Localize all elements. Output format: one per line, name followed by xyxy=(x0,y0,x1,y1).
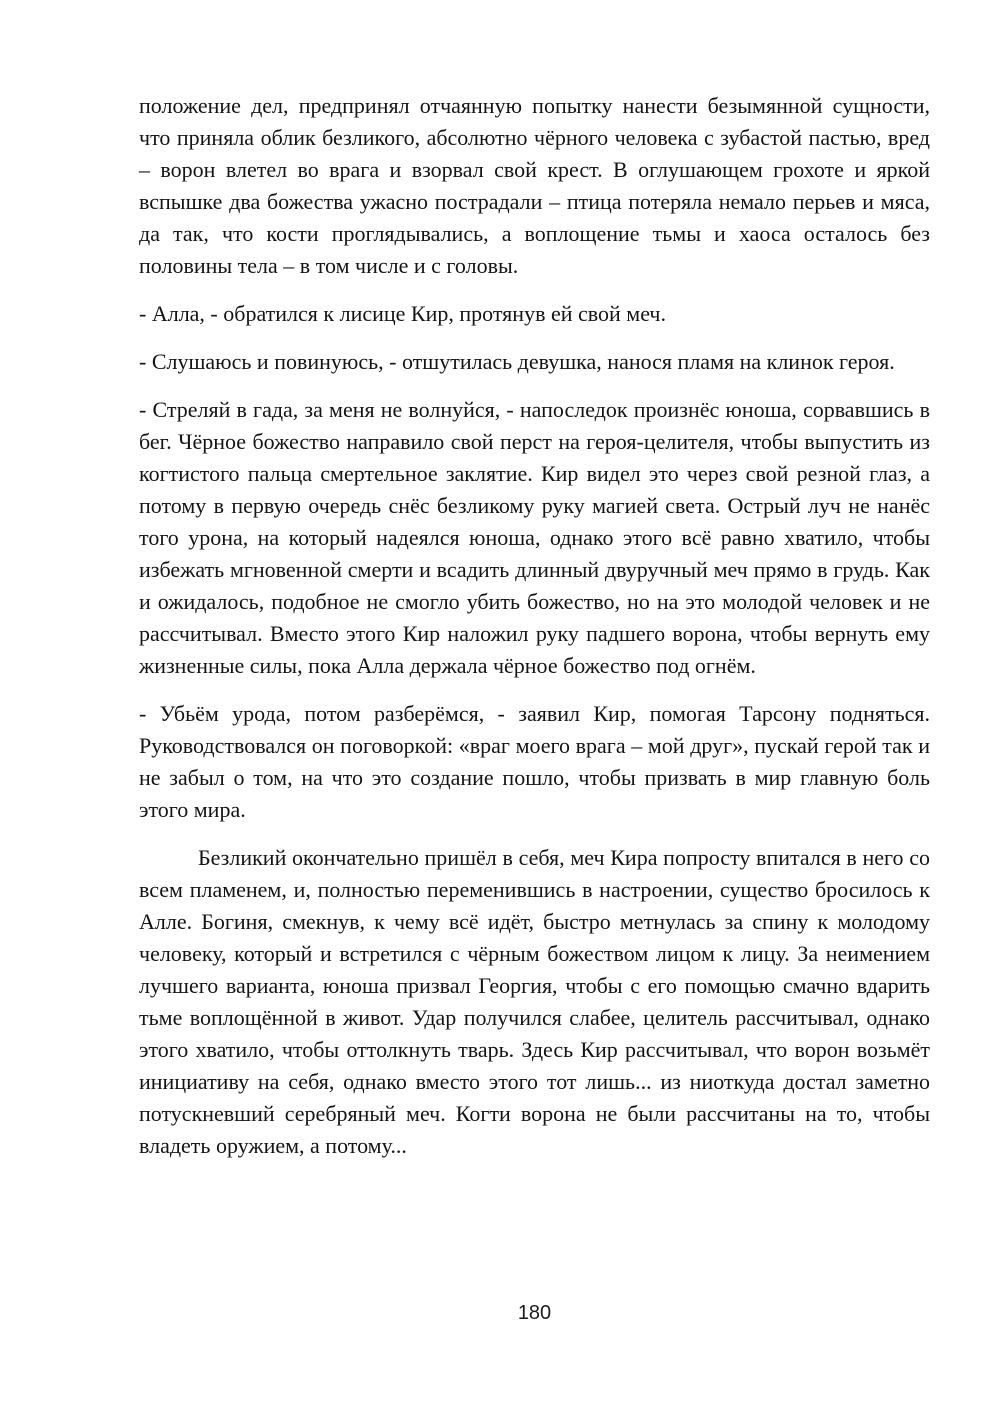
paragraph: положение дел, предпринял отчаянную попытку нанести безымянной сущности, что приняла облик безликого, абсолютно чёрного человека с зубастой пастью, вред – ворон влетел во врага и взорвал свой крест. В оглушающем грохоте и яркой вспышке два божества ужасно пострадали – птица потеряла немало перьев и мяса, да так, что кости проглядывались, а воплощение тьмы и хаоса осталось без половины тела – в том числе и с головы. xyxy=(139,93,930,278)
paragraph: Безликий окончательно пришёл в себя, меч Кира попросту впитался в него со всем пламенем, и, полностью переменившись в настроении, существо бросилось к Алле. Богиня, смекнув, к чему всё идёт, быстро метнулась за спину к молодому человеку, который и встретился с чёрным божеством лицом к лицу. За неимением лучшего варианта, юноша призвал Георгия, чтобы с его помощью смачно вдарить тьме воплощённой в живот. Удар получился слабее, целитель рассчитывал, однако этого хватило, чтобы оттолкнуть тварь. Здесь Кир рассчитывал, что ворон возьмёт инициативу на себя, однако вместо этого тот лишь... из ниоткуда достал заметно потускневший серебряный меч. Когти ворона не были рассчитаны на то, чтобы владеть оружием, а потому... xyxy=(139,845,930,1158)
paragraph: - Алла, - обратился к лисице Кир, протянув ей свой меч. xyxy=(139,301,666,326)
page-number: 180 xyxy=(517,1302,552,1324)
paragraph: - Слушаюсь и повинуюсь, - отшутилась девушка, нанося пламя на клинок героя. xyxy=(139,349,895,374)
paragraph: - Убьём урода, потом разберёмся, - заявил Кир, помогая Тарсону подняться. Руководствовался он поговоркой: «враг моего врага – мой друг», пускай герой так и не забыл о том, на что это создание пошло, чтобы призвать в мир главную боль этого мира. xyxy=(139,701,930,822)
page-text xyxy=(139,90,930,1178)
paragraph: - Стреляй в гада, за меня не волнуйся, - напоследок произнёс юноша, сорвавшись в бег. Чёрное божество направило свой перст на героя-целителя, чтобы выпустить из когтистого пальца смертельное заклятие. Кир видел это через свой резной глаз, а потому в первую очередь снёс безликому руку магией света. Острый луч не нанёс того урона, на который надеялся юноша, однако этого всё равно хватило, чтобы избежать мгновенной смерти и всадить длинный двуручный меч прямо в грудь. Как и ожидалось, подобное не смогло убить божество, но на это молодой человек и не рассчитывал. Вместо этого Кир наложил руку падшего ворона, чтобы вернуть ему жизненные силы, пока Алла держала чёрное божество под огнём. xyxy=(139,397,930,678)
